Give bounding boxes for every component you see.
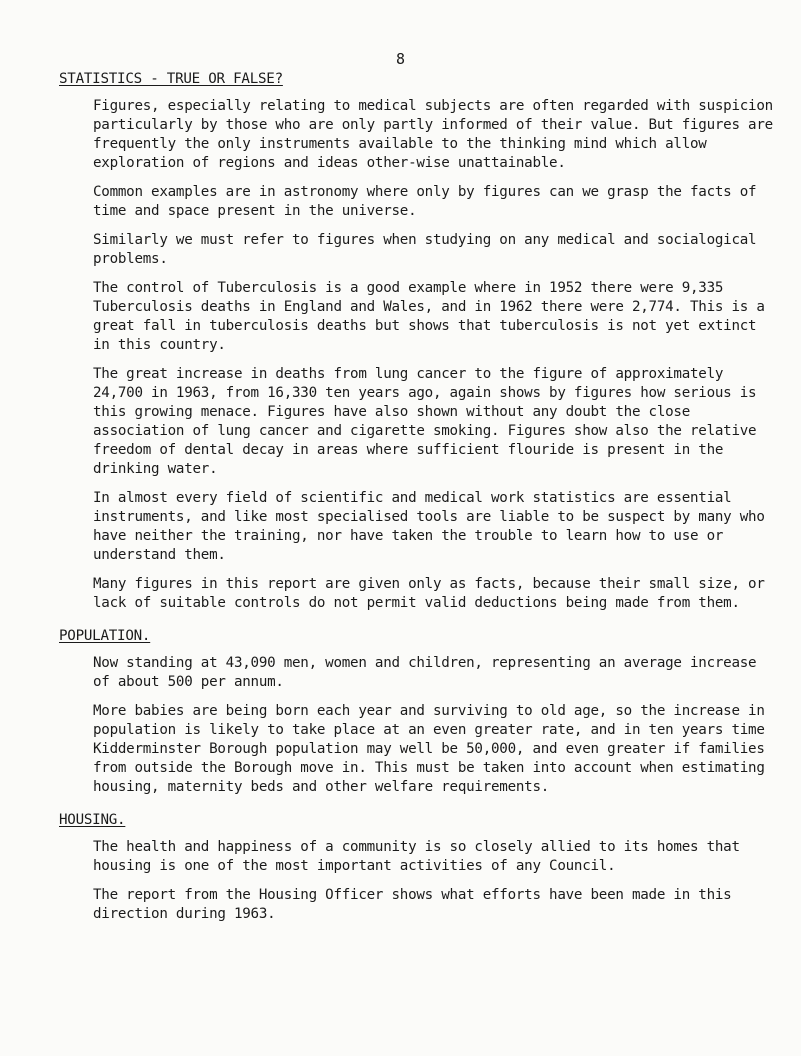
population-paragraph-2: More babies are being born each year and surviving to old age, so the increase in population is likely to take place at an even greater rate, and in ten years time Kidderminster Borough population may well be 50,000, and even greater if families from outside the Borough move in. This must be taken into account when estimating housing, maternity beds and other welfare requirements. — [93, 703, 765, 795]
statistics-section — [59, 70, 779, 613]
statistics-paragraph-7: Many figures in this report are given only as facts, because their small size, or lack of suitable controls do not permit valid deductions being made from them. — [93, 576, 765, 611]
statistics-paragraph-1: Figures, especially relating to medical subjects are often regarded with suspicion particularly by those who are only partly informed of their value. But figures are frequently the only instruments available to the thinking mind which allow exploration of regions and ideas other-wise unattainable. — [93, 98, 773, 171]
statistics-paragraph-2: Common examples are in astronomy where only by figures can we grasp the facts of time and space present in the universe. — [93, 184, 757, 219]
statistics-paragraph-4: The control of Tuberculosis is a good example where in 1952 there were 9,335 Tuberculosis deaths in England and Wales, and in 1962 there were 2,774. This is a great fall in tuberculosis deaths but shows that tuberculosis is not yet extinct in this country. — [93, 280, 765, 353]
population-section — [59, 627, 779, 797]
statistics-heading: STATISTICS - TRUE OR FALSE? — [59, 71, 283, 87]
housing-section — [59, 811, 779, 924]
housing-paragraph-1: The health and happiness of a community is so closely allied to its homes that housing is one of the most important activities of any Council. — [93, 839, 740, 874]
housing-heading: HOUSING. — [59, 812, 126, 828]
statistics-paragraph-5: The great increase in deaths from lung cancer to the figure of approximately 24,700 in 1963, from 16,330 ten years ago, again shows by figures how serious is this growing menace. Figures have also shown without any doubt the close association of lung cancer and cigarette smoking. Figures show also the relative freedom of dental decay in areas where sufficient flouride is present in the drinking water. — [93, 366, 757, 477]
population-heading: POPULATION. — [59, 628, 151, 644]
population-paragraph-1: Now standing at 43,090 men, women and children, representing an average increase of about 500 per annum. — [93, 655, 757, 690]
page-number: 8 — [396, 50, 406, 68]
statistics-paragraph-3: Similarly we must refer to figures when studying on any medical and socialogical problems. — [93, 232, 757, 267]
document-body — [59, 70, 779, 934]
statistics-paragraph-6: In almost every field of scientific and medical work statistics are essential instruments, and like most specialised tools are liable to be suspect by many who have neither the training, nor have taken the trouble to learn how to use or understand them. — [93, 490, 765, 563]
housing-paragraph-2: The report from the Housing Officer shows what efforts have been made in this direction during 1963. — [93, 887, 732, 922]
